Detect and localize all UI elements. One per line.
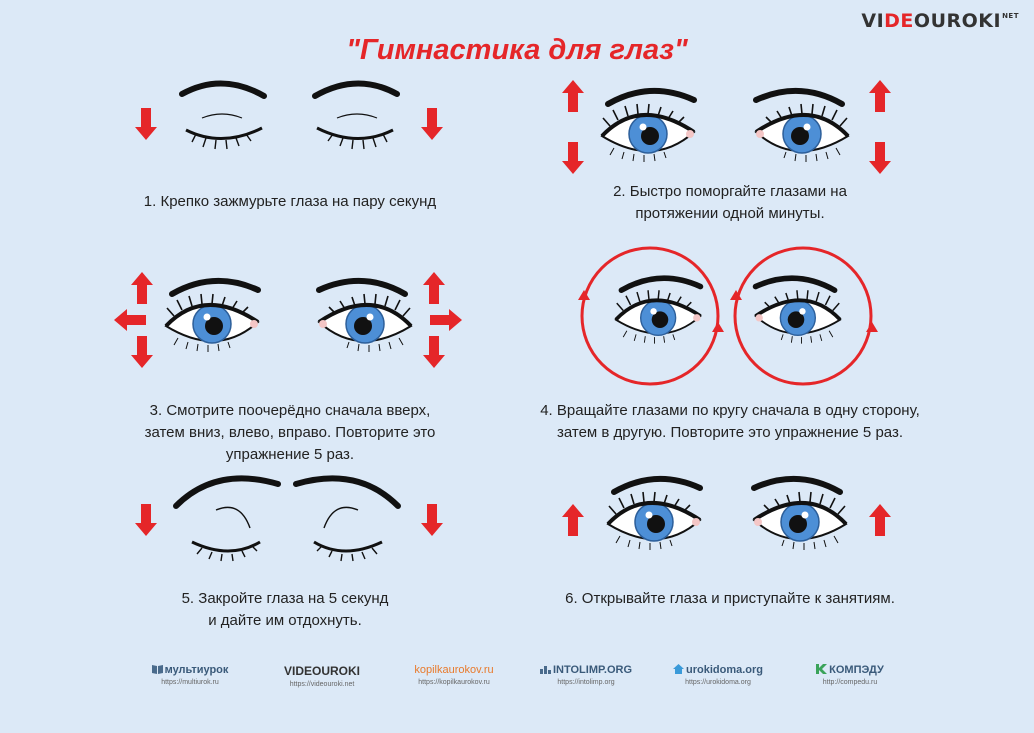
open-eye-icon [608,479,700,550]
brand-accent: DE [884,10,914,32]
caption-line: 3. Смотрите поочерёдно сначала вверх, [149,402,431,419]
exercise-6-caption [520,588,940,610]
caption-line: протяжении одной минуты. [635,205,825,222]
logo-name: urokidoma.org [685,664,763,676]
logo-url: https://urokidoma.org [685,679,751,686]
partner-logos [0,664,1034,704]
logo-url: http://compedu.ru [822,679,878,686]
logo-urokidoma[interactable] [658,664,778,686]
house-icon [673,664,684,674]
logo-multiurok[interactable] [130,664,250,686]
arrow-up-icon [869,504,891,536]
brand-sup: NET [1002,12,1019,20]
caption-line: затем вниз, влево, вправо. Повторите это [144,424,436,441]
arrow-up-icon [562,504,584,536]
logo-name: VIDEOUROKI [283,664,360,678]
open-eye-icon [754,479,846,550]
page-title: "Гимнастика для глаз" [346,34,688,66]
caption-line: упражнение 5 раз. [225,446,355,463]
logo-name: КОМПЭДУ [829,664,884,676]
logo-url: https://intolimp.org [557,679,615,686]
logo-url: https://multiurok.ru [161,679,219,686]
caption-line: затем в другую. Повторите это упражнение 5 раз. [556,424,904,441]
k-icon [816,664,827,674]
logo-name: kopilkaurokov.ru [414,664,494,676]
book-icon [152,664,163,674]
logo-url: https://videouroki.net [289,681,355,688]
brand-text: VIDEOUROKI [861,10,1002,32]
logo-name: мультиурок [164,664,229,676]
caption-line: 2. Быстро поморгайте глазами на [613,183,847,200]
podium-icon [540,664,551,674]
logo-url: https://kopilkaurokov.ru [418,679,490,686]
caption-line: и дайте им отдохнуть. [208,612,362,629]
caption-line: 4. Вращайте глазами по кругу сначала в одну сторону, [540,402,920,419]
logo-name: INTOLIMP.ORG [552,664,633,676]
caption-text: 6. Открывайте глаза и приступайте к занятиям. [565,590,895,607]
logo-kopilkaurokov[interactable] [394,664,514,686]
logo-videouroki[interactable] [262,664,382,688]
logo-intolimp[interactable] [526,664,646,686]
caption-text: 1. Крепко зажмурьте глаза на пару секунд [143,193,437,210]
logo-kompedu[interactable] [790,664,910,686]
caption-line: 5. Закройте глаза на 5 секунд [181,590,389,607]
